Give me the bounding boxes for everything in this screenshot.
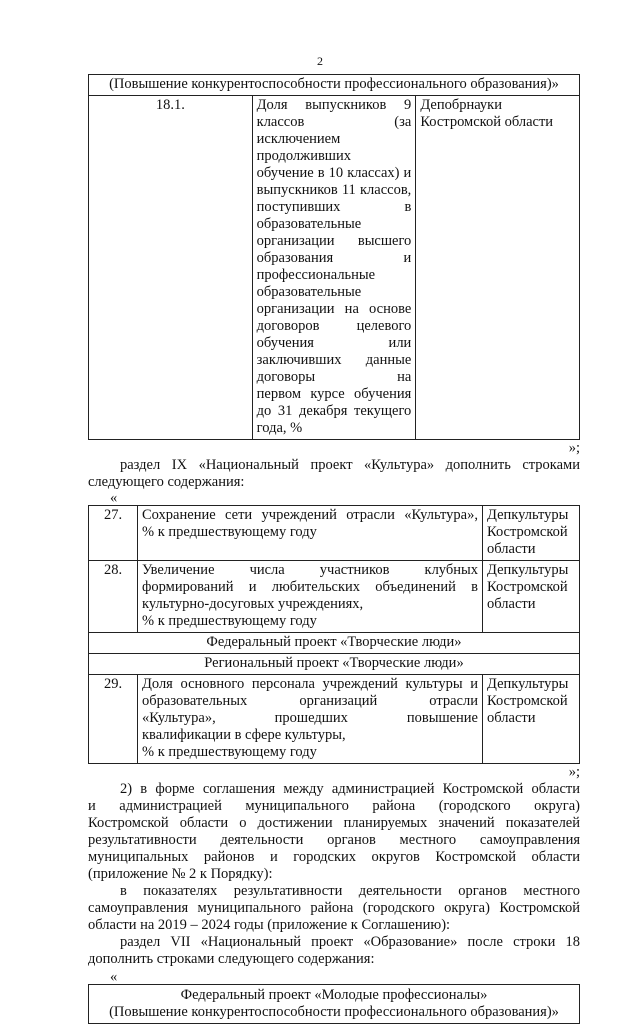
description-line: Сохранение сети учреждений отрасли «Культура», (142, 507, 478, 523)
row-number: 29. (89, 675, 138, 764)
description-line: выпускников 11 классов, поступивших в (256, 182, 412, 215)
description-line: % к предшествующему году (142, 524, 317, 540)
description-line: образования и профессиональные образовательные (256, 250, 412, 300)
indicators-table-young-professionals (88, 984, 580, 1024)
paragraph-line: области на 2019 – 2024 годы (приложение к Соглашению): (88, 917, 451, 933)
header-line: Федеральный проект «Молодые профессионалы» (180, 987, 488, 1003)
description-line: первом курсе обучения до 31 декабря текущего (256, 386, 412, 419)
regional-project-header: Региональный проект «Творческие люди» (89, 654, 580, 675)
paragraph-education-section (88, 934, 580, 968)
paragraph-line: 2) в форме соглашения между администрацией Костромской области (120, 781, 580, 797)
paragraph-indicators (88, 883, 580, 934)
spacer-line (142, 541, 478, 558)
paragraph-line: дополнить строками следующего содержания: (88, 951, 375, 967)
paragraph-line: Костромской области о достижении планируемых значений показателей (88, 815, 580, 831)
description-line: «Культура», прошедших повышение (142, 710, 478, 726)
description-line: Доля выпускников 9 классов (за исключением (256, 97, 412, 147)
paragraph-line: раздел VII «Национальный проект «Образование» после строки 18 (120, 934, 580, 950)
paragraph-line: самоуправления муниципального района (городского округа) Костромской (88, 900, 580, 916)
description-line: организации на основе договоров целевого (256, 301, 412, 334)
description-line: образовательные организации высшего (256, 216, 412, 249)
indicators-table-culture (88, 505, 580, 764)
closing-quote: »; (568, 764, 580, 780)
table-row (89, 506, 580, 561)
federal-project-header (89, 985, 580, 1024)
row-number: 28. (89, 561, 138, 633)
description-line: Доля основного персонала учреждений культуры и (142, 676, 478, 692)
federal-project-header: Федеральный проект «Творческие люди» (89, 633, 580, 654)
description-line: формирований и любительских объединений в (142, 579, 478, 595)
paragraph-line: муниципальных районов и городских округов Костромской области (88, 849, 580, 865)
paragraph-line: следующего содержания: (88, 474, 245, 490)
responsible-department: Депкультуры Костромской области (483, 506, 580, 561)
paragraph-agreement (88, 781, 580, 883)
paragraph-line: (приложение № 2 к Порядку): (88, 866, 273, 882)
table-row (89, 561, 580, 633)
description-line: Увеличение числа участников клубных (142, 562, 478, 578)
paragraph-line: результативности деятельности органов местного самоуправления (88, 832, 580, 848)
closing-quote: »; (568, 440, 580, 456)
description-line: % к предшествующему году (142, 744, 317, 760)
table-row (89, 675, 580, 764)
row-number: 18.1. (89, 96, 253, 440)
description-line: образовательных организаций отрасли (142, 693, 478, 709)
description-line: продолживших обучение в 10 классах) и (256, 148, 412, 181)
responsible-department: Депкультуры Костромской области (483, 561, 580, 633)
document-body (88, 74, 580, 1024)
table-section-header: (Повышение конкурентоспособности профессионального образования)» (89, 75, 580, 96)
indicator-description (252, 96, 416, 440)
row-number: 27. (89, 506, 138, 561)
description-line: обучения или заключивших данные договоры на (256, 335, 412, 385)
description-line: квалификации в сфере культуры, (142, 727, 346, 743)
paragraph-line: и администрацией муниципального района (городского округа) (88, 798, 580, 814)
opening-quote: « (110, 969, 118, 985)
description-line: года, % (256, 420, 303, 436)
table-row (89, 96, 580, 440)
header-line: (Повышение конкурентоспособности профессионального образования)» (109, 1004, 559, 1020)
indicators-table-education (88, 74, 580, 440)
description-line: % к предшествующему году (142, 613, 317, 629)
responsible-department: Депобрнауки Костромской области (416, 96, 580, 440)
paragraph-line: в показателях результативности деятельности органов местного (120, 883, 580, 899)
indicator-description (138, 506, 483, 561)
page-number: 2 (317, 54, 323, 68)
indicator-description (138, 675, 483, 764)
paragraph-culture-section (88, 457, 580, 491)
description-line: культурно-досуговых учреждениях, (142, 596, 364, 612)
paragraph-line: раздел IX «Национальный проект «Культура» дополнить строками (120, 457, 580, 473)
responsible-department: Депкультуры Костромской области (483, 675, 580, 764)
indicator-description (138, 561, 483, 633)
opening-quote: « (110, 490, 118, 506)
